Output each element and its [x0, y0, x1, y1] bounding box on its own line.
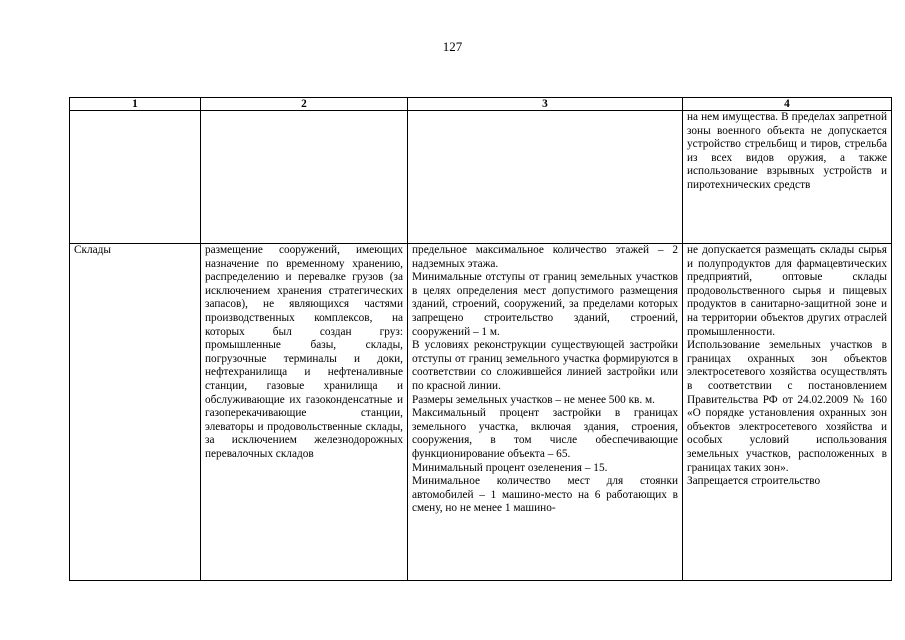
- cell-restrictions: [683, 111, 892, 244]
- table-row-continued: [70, 111, 892, 244]
- parameter-paragraph: Минимальные отступы от границ земельных участков в целях определения мест допустимого размещения зданий, строений, сооружений, за пределами которых запрещено строительство зданий, строений, сооружений – 1 м.: [412, 271, 678, 338]
- regulations-table: [69, 97, 892, 581]
- parameter-paragraph: предельное максимальное количество этажей – 2 надземных этажа.: [412, 244, 678, 270]
- cell-description: [201, 111, 408, 244]
- column-header: 2: [201, 98, 408, 111]
- column-header: 1: [70, 98, 201, 111]
- parameter-paragraph: Минимальный процент озеленения – 15.: [412, 461, 608, 474]
- parameter-paragraph: Максимальный процент застройки в границах земельного участка, включая здания, строения, сооружения, в том числе обеспечивающие функционирование объекта – 65.: [412, 407, 678, 460]
- cell-parameters: [408, 244, 683, 581]
- restriction-paragraph: на нем имущества. В пределах запретной зоны военного объекта не допускается устройство стрельбищ и тиров, стрельба из всех видов оружия, а также использование взрывных устройств и пиротехнических средств: [687, 111, 887, 191]
- column-header: 3: [408, 98, 683, 111]
- parameter-paragraph: В условиях реконструкции существующей застройки отступы от границ земельного участка формируются в соответствии со сложившейся линией застройки или по красной линии.: [412, 339, 678, 392]
- cell-description: [201, 244, 408, 581]
- page-number: 127: [442, 39, 463, 54]
- restriction-paragraph: не допускается размещать склады сырья и полупродуктов для фармацевтических предприятий, оптовые склады продовольственного сырья и пищевых продуктов в санитарно-защитной зоне и на территории объектов других отраслей промышленности.: [687, 244, 887, 338]
- cell-use-type: Склады: [70, 244, 201, 581]
- parameter-paragraph: Минимальное количество мест для стоянки автомобилей – 1 машино-место на 6 работающих в смену, но не менее 1 машино-: [412, 475, 678, 515]
- parameter-paragraph: Размеры земельных участков – не менее 500 кв. м.: [412, 393, 656, 406]
- restriction-paragraph: Запрещается строительство: [687, 475, 821, 488]
- restriction-paragraph: Использование земельных участков в границах охранных зон объектов электросетевого хозяйства осуществлять в соответствии с постановлением Правительства РФ от 24.02.2009 № 160 «О порядке установления охранных зон объектов электросетевого хозяйства и особых условий использования земельных участков, расположенных в границах таких зон».: [687, 339, 887, 474]
- cell-parameters: [408, 111, 683, 244]
- cell-restrictions: [683, 244, 892, 581]
- description-paragraph: размещение сооружений, имеющих назначение по временному хранению, распределению и перевалке грузов (за исключением хранения стратегических запасов), не являющихся частями производственных комплексов, на которых был создан груз: промышленные базы, склады, погрузочные терминалы и доки, нефтехранилища и нефтеналивные станции, газовые хранилища и обслуживающие их газоконденсатные и газоперекачивающие станции, элеваторы и продовольственные склады, за исключением железнодорожных перевалочных складов: [205, 244, 403, 460]
- table-row-sklady: [70, 244, 892, 581]
- column-header: 4: [683, 98, 892, 111]
- table-header-row: [70, 98, 892, 111]
- cell-use-type: [70, 111, 201, 244]
